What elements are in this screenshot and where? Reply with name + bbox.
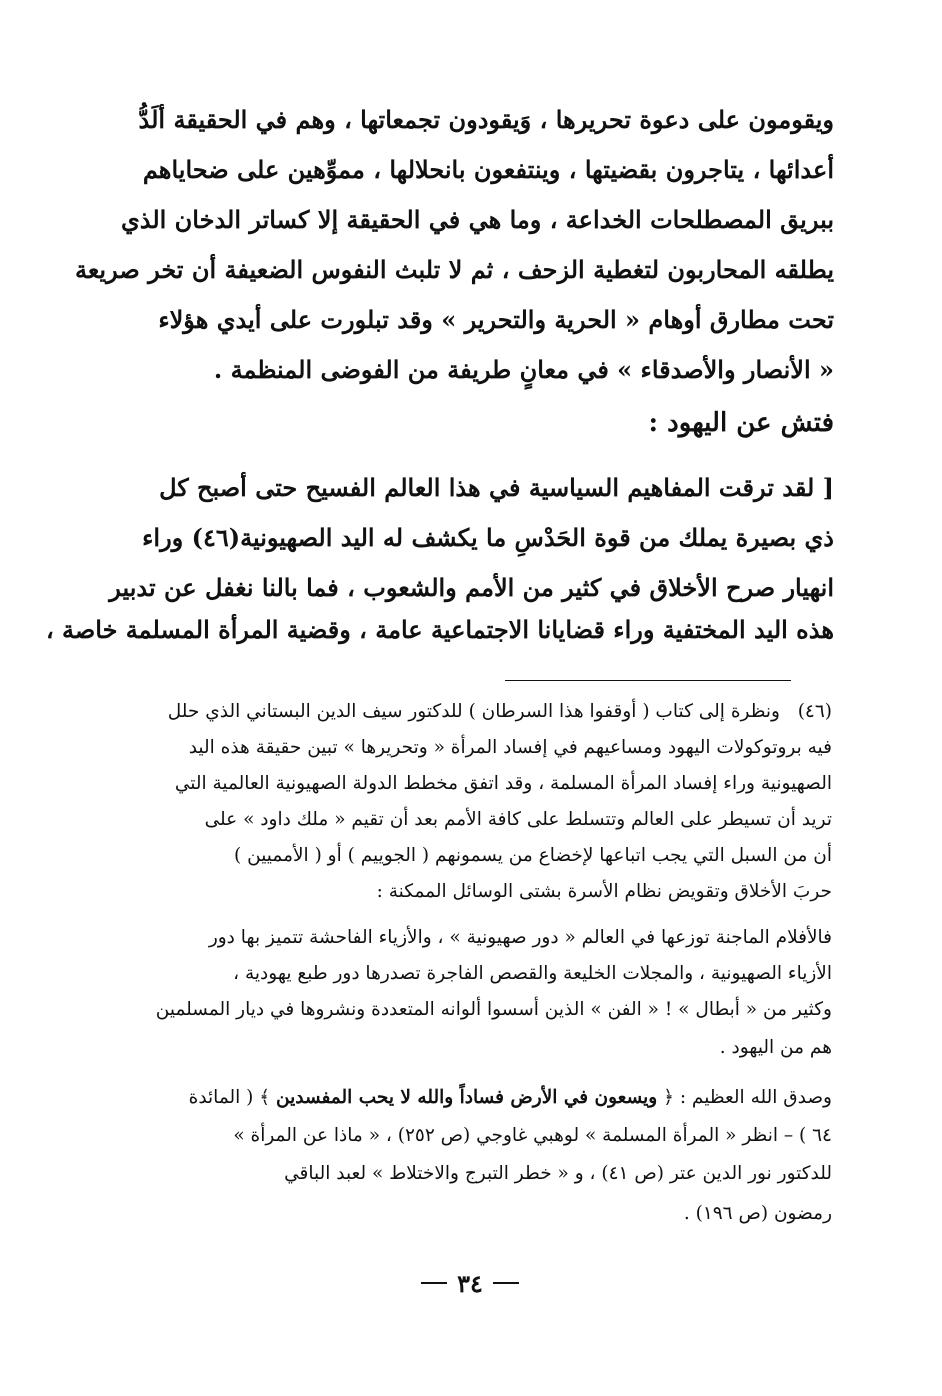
section-heading: فتش عن اليهود : <box>648 408 834 438</box>
footnote-line: الصهيونية وراء إفساد المرأة المسلمة ، وقد اتفق مخطط الدولة الصهيونية العالمية التي <box>174 773 832 794</box>
footnote-line: وكثير من « أبطال » ! « الفن » الذين أسسوا ألوانه المتعددة ونشروها في ديار المسلمين <box>155 999 832 1020</box>
body-line: أعدائها ، يتاجرون بقضيتها ، وينتفعون بانحلالها ، مموِّهين على ضحاياهم <box>142 155 834 184</box>
footnote-line: هم من اليهود . <box>719 1037 832 1058</box>
footnote-reference-line: للدكتور نور الدين عتر (ص ٤١) ، و « خطر التبرج والاختلاط » لعبد الباقي <box>284 1163 832 1184</box>
body-line: ويقومون على دعوة تحريرها ، وَيقودون تجمعاتها ، وهم في الحقيقة ألَدُّ <box>138 105 834 134</box>
quran-citation-line <box>142 1080 832 1116</box>
footnote-reference-line: رمضون (ص ١٩٦) . <box>683 1203 832 1224</box>
footnote-line: حربَ الأخلاق وتقويض نظام الأسرة بشتى الوسائل الممكنة : <box>376 881 832 902</box>
footnote-line: ونظرة إلى كتاب ( أوقفوا هذا السرطان ) للدكتور سيف الدين البستاني الذي حلل <box>167 701 780 722</box>
page-number <box>380 1263 560 1303</box>
body-line: هذه اليد المختفية وراء قضايانا الاجتماعية عامة ، وقضية المرأة المسلمة خاصة ، <box>45 615 834 644</box>
body-line: « الأنصار والأصدقاء » في معانٍ طريفة من الفوضى المنظمة . <box>213 355 834 384</box>
page-number-dash-left <box>421 1282 447 1284</box>
footnote-line: فالأفلام الماجنة توزعها في العالم « دور صهيونية » ، والأزياء الفاحشة تتميز بها دور <box>208 927 832 948</box>
quran-suffix: ﴾ ( المائدة <box>188 1087 271 1108</box>
body-line: ذي بصيرة يملك من قوة الحَدْسِ ما يكشف له اليد الصهيونية(٤٦) وراء <box>142 523 834 552</box>
quran-verse: ويسعون في الأرض فساداً والله لا يحب المفسدين <box>276 1087 658 1108</box>
footnote-number: (٤٦) <box>797 701 832 722</box>
body-line: ببريق المصطلحات الخداعة ، وما هي في الحقيقة إلا كساتر الدخان الذي <box>120 205 834 234</box>
body-line: تحت مطارق أوهام « الحرية والتحرير » وقد تبلورت على أيدي هؤلاء <box>158 305 834 334</box>
footnote-line: أن من السبل التي يجب اتباعها لإخضاع من يسمونهم ( الجوييم ) أو ( الأمميين ) <box>234 845 832 866</box>
body-line: [ لقد ترقت المفاهيم السياسية في هذا العالم الفسيح حتى أصبح كل <box>159 473 834 502</box>
body-line: يطلقه المحاربون لتغطية الزحف ، ثم لا تلبث النفوس الضعيفة أن تخر صريعة <box>74 255 834 284</box>
footnote-separator <box>505 680 791 681</box>
footnote-line: تريد أن تسيطر على العالم وتتسلط على كافة الأمم بعد أن تقيم « ملك داود » على <box>204 809 832 830</box>
footnote-line: الأزياء الصهيونية ، والمجلات الخليعة والقصص الفاجرة تصدرها دور طبع يهودية ، <box>233 963 832 984</box>
page-number-value: ٣٤ <box>457 1268 483 1298</box>
footnote-line: فيه بروتوكولات اليهود ومساعيهم في إفساد المرأة « وتحريرها » تبين حقيقة هذه اليد <box>188 737 832 758</box>
quran-prefix: وصدق الله العظيم : ﴿ <box>663 1087 832 1108</box>
body-line: انهيار صرح الأخلاق في كثير من الأمم والشعوب ، فما بالنا نغفل عن تدبير <box>109 573 834 602</box>
footnote-reference-line: ٦٤ ) – انظر « المرأة المسلمة » لوهبي غاوجي (ص ٢٥٢) ، « ماذا عن المرأة » <box>233 1125 832 1146</box>
page-number-dash-right <box>493 1282 519 1284</box>
